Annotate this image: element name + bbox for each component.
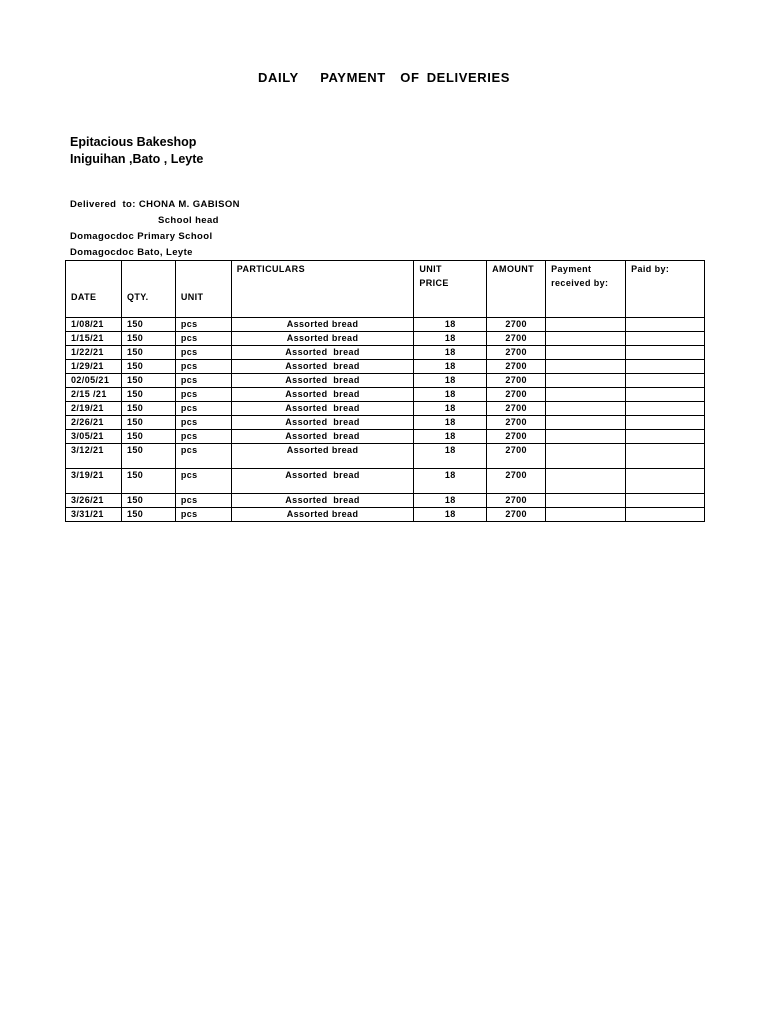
row-paid-by xyxy=(626,318,705,332)
row-paid-by xyxy=(626,469,705,494)
row-particulars: Assorted bread xyxy=(231,332,414,346)
row-amount: 2700 xyxy=(487,346,546,360)
row-unit: pcs xyxy=(175,508,231,522)
row-date: 3/19/21 xyxy=(66,469,122,494)
row-qty: 150 xyxy=(121,444,175,469)
table-row xyxy=(66,430,705,444)
row-unit-price: 18 xyxy=(414,494,487,508)
row-particulars: Assorted bread xyxy=(231,508,414,522)
row-qty: 150 xyxy=(121,494,175,508)
row-date: 2/19/21 xyxy=(66,402,122,416)
table-row xyxy=(66,416,705,430)
row-particulars: Assorted bread xyxy=(231,444,414,469)
row-unit: pcs xyxy=(175,388,231,402)
row-date: 1/22/21 xyxy=(66,346,122,360)
row-amount: 2700 xyxy=(487,430,546,444)
header-paid-by: Paid by: xyxy=(626,261,705,318)
document-title: DAILY PAYMENT OF DELIVERIES xyxy=(258,70,510,85)
recipient-block xyxy=(70,197,240,261)
row-unit: pcs xyxy=(175,402,231,416)
row-unit-price: 18 xyxy=(414,508,487,522)
row-particulars: Assorted bread xyxy=(231,469,414,494)
row-particulars: Assorted bread xyxy=(231,374,414,388)
row-amount: 2700 xyxy=(487,416,546,430)
row-payment-received xyxy=(546,430,626,444)
table-row xyxy=(66,332,705,346)
row-qty: 150 xyxy=(121,346,175,360)
row-payment-received xyxy=(546,402,626,416)
row-qty: 150 xyxy=(121,332,175,346)
shop-name: Epitacious Bakeshop xyxy=(70,135,197,149)
row-paid-by xyxy=(626,374,705,388)
row-unit: pcs xyxy=(175,332,231,346)
row-unit: pcs xyxy=(175,444,231,469)
row-unit-price: 18 xyxy=(414,444,487,469)
row-unit: pcs xyxy=(175,374,231,388)
row-paid-by xyxy=(626,444,705,469)
table-row xyxy=(66,318,705,332)
row-amount: 2700 xyxy=(487,374,546,388)
row-qty: 150 xyxy=(121,388,175,402)
row-qty: 150 xyxy=(121,416,175,430)
row-date: 3/26/21 xyxy=(66,494,122,508)
header-particulars: PARTICULARS xyxy=(231,261,414,318)
row-payment-received xyxy=(546,388,626,402)
row-unit-price: 18 xyxy=(414,318,487,332)
row-payment-received xyxy=(546,332,626,346)
table-row xyxy=(66,346,705,360)
row-unit: pcs xyxy=(175,430,231,444)
row-paid-by xyxy=(626,388,705,402)
row-particulars: Assorted bread xyxy=(231,402,414,416)
table-row xyxy=(66,374,705,388)
row-paid-by xyxy=(626,508,705,522)
row-date: 02/05/21 xyxy=(66,374,122,388)
row-qty: 150 xyxy=(121,402,175,416)
row-amount: 2700 xyxy=(487,402,546,416)
row-payment-received xyxy=(546,374,626,388)
row-amount: 2700 xyxy=(487,444,546,469)
table-row xyxy=(66,388,705,402)
row-paid-by xyxy=(626,332,705,346)
row-particulars: Assorted bread xyxy=(231,430,414,444)
row-unit: pcs xyxy=(175,318,231,332)
row-unit: pcs xyxy=(175,360,231,374)
row-amount: 2700 xyxy=(487,318,546,332)
table-row xyxy=(66,360,705,374)
table-body xyxy=(66,318,705,522)
delivered-to-line: Delivered to: CHONA M. GABISON xyxy=(70,199,240,210)
row-unit: pcs xyxy=(175,494,231,508)
row-date: 3/05/21 xyxy=(66,430,122,444)
row-paid-by xyxy=(626,360,705,374)
row-payment-received xyxy=(546,346,626,360)
row-qty: 150 xyxy=(121,360,175,374)
shop-address: Iniguihan ,Bato , Leyte xyxy=(70,152,204,166)
row-payment-received xyxy=(546,508,626,522)
row-unit-price: 18 xyxy=(414,402,487,416)
row-unit-price: 18 xyxy=(414,332,487,346)
header-unit-price: UNIT PRICE xyxy=(414,261,487,318)
row-paid-by xyxy=(626,494,705,508)
row-payment-received xyxy=(546,444,626,469)
table-header-row xyxy=(66,261,705,318)
row-unit-price: 18 xyxy=(414,469,487,494)
shop-info xyxy=(70,134,203,168)
header-amount: AMOUNT xyxy=(487,261,546,318)
recipient-position: School head xyxy=(158,215,219,226)
row-particulars: Assorted bread xyxy=(231,360,414,374)
row-payment-received xyxy=(546,469,626,494)
header-unit: UNIT xyxy=(175,261,231,318)
row-amount: 2700 xyxy=(487,494,546,508)
row-particulars: Assorted bread xyxy=(231,494,414,508)
row-unit-price: 18 xyxy=(414,360,487,374)
row-paid-by xyxy=(626,346,705,360)
row-unit-price: 18 xyxy=(414,346,487,360)
row-unit-price: 18 xyxy=(414,416,487,430)
row-unit: pcs xyxy=(175,346,231,360)
row-date: 1/08/21 xyxy=(66,318,122,332)
row-qty: 150 xyxy=(121,374,175,388)
row-amount: 2700 xyxy=(487,388,546,402)
table-row xyxy=(66,469,705,494)
row-payment-received xyxy=(546,360,626,374)
row-date: 1/29/21 xyxy=(66,360,122,374)
row-amount: 2700 xyxy=(487,508,546,522)
table-row xyxy=(66,444,705,469)
row-unit-price: 18 xyxy=(414,388,487,402)
row-amount: 2700 xyxy=(487,360,546,374)
row-unit-price: 18 xyxy=(414,430,487,444)
row-particulars: Assorted bread xyxy=(231,318,414,332)
row-date: 3/31/21 xyxy=(66,508,122,522)
table-row xyxy=(66,402,705,416)
row-qty: 150 xyxy=(121,469,175,494)
row-paid-by xyxy=(626,416,705,430)
header-date: DATE xyxy=(66,261,122,318)
recipient-location: Domagocdoc Bato, Leyte xyxy=(70,247,193,258)
row-payment-received xyxy=(546,416,626,430)
row-payment-received xyxy=(546,318,626,332)
row-qty: 150 xyxy=(121,508,175,522)
row-date: 2/26/21 xyxy=(66,416,122,430)
row-unit: pcs xyxy=(175,469,231,494)
row-date: 2/15 /21 xyxy=(66,388,122,402)
deliveries-table xyxy=(65,260,705,522)
row-paid-by xyxy=(626,402,705,416)
row-amount: 2700 xyxy=(487,332,546,346)
table-row xyxy=(66,494,705,508)
row-payment-received xyxy=(546,494,626,508)
row-particulars: Assorted bread xyxy=(231,346,414,360)
row-unit-price: 18 xyxy=(414,374,487,388)
row-paid-by xyxy=(626,430,705,444)
row-qty: 150 xyxy=(121,430,175,444)
recipient-school: Domagocdoc Primary School xyxy=(70,231,213,242)
row-date: 3/12/21 xyxy=(66,444,122,469)
table-row xyxy=(66,508,705,522)
row-particulars: Assorted bread xyxy=(231,416,414,430)
row-qty: 150 xyxy=(121,318,175,332)
row-particulars: Assorted bread xyxy=(231,388,414,402)
row-unit: pcs xyxy=(175,416,231,430)
header-payment-received: Payment received by: xyxy=(546,261,626,318)
row-amount: 2700 xyxy=(487,469,546,494)
header-qty: QTY. xyxy=(121,261,175,318)
row-date: 1/15/21 xyxy=(66,332,122,346)
